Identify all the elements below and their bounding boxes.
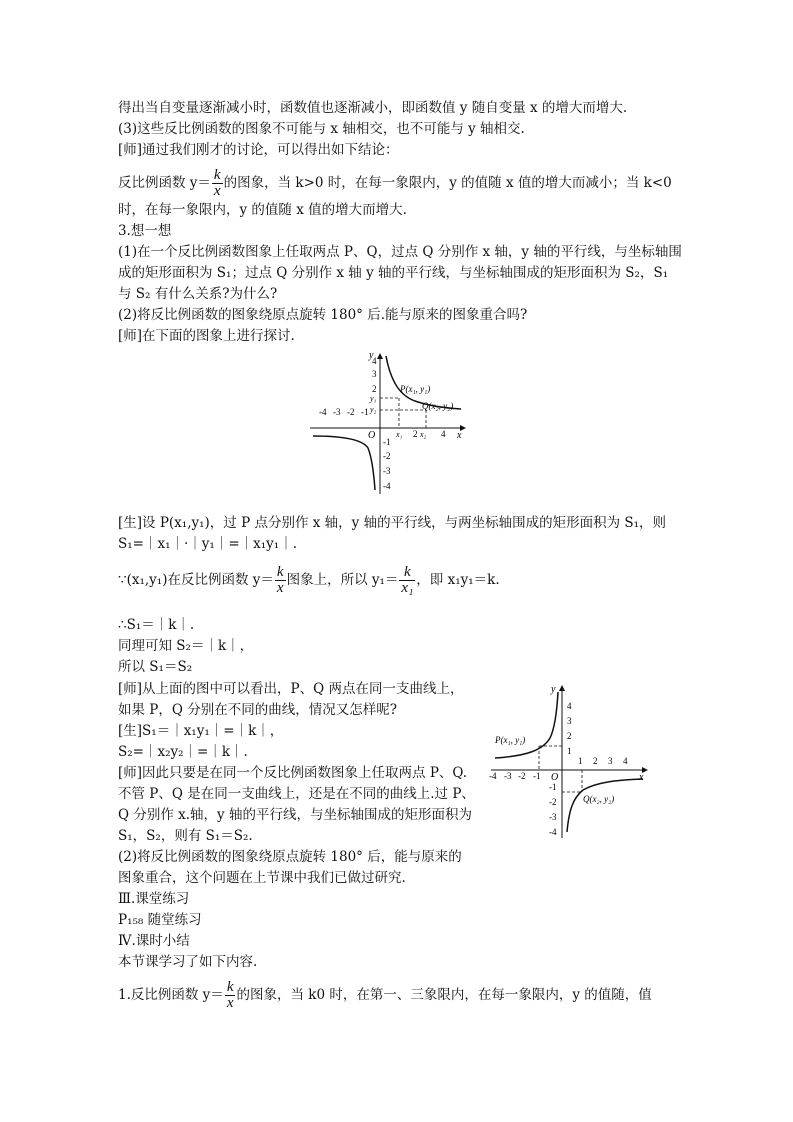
hyperbola-figure-2	[487, 680, 652, 840]
point-p-label: P(x₁, y₁)	[495, 735, 526, 745]
tick-label: -2	[518, 771, 526, 781]
text-line: (2)将反比例函数的图象绕原点旋转 180° 后，能与原来的	[118, 849, 462, 865]
text-line: [师]因此只要是在同一个反比例函数图象上任取两点 P、Q.	[118, 765, 468, 781]
text-segment: ，即 x₁y₁＝k.	[416, 572, 500, 588]
fraction-k-over-x	[212, 168, 223, 199]
text-segment: 的图象，当 k>0 时，在每一象限内，y 的值随 x 值的增大而减小；当 k<0	[223, 175, 672, 191]
tick-label: -1	[533, 771, 541, 781]
text-segment: 图象上，所以 y₁＝	[286, 572, 399, 588]
tick-label: 3	[567, 716, 572, 726]
tick-label: 4	[441, 429, 446, 439]
text-line: Q 分别作 x.轴，y 轴的平行线，与坐标轴围成的矩形面积为	[118, 807, 472, 823]
point-label-y1: y₁	[370, 394, 377, 403]
fraction-denominator: x₁	[401, 580, 414, 596]
hyperbola-branch-2	[495, 692, 558, 758]
y-axis-label: y	[551, 684, 556, 695]
text-line: [师]在下面的图象上进行探讨.	[118, 328, 295, 344]
text-line: 与 S₂ 有什么关系?为什么?	[118, 286, 278, 302]
text-segment: 反比例函数 y＝	[118, 175, 211, 191]
fraction-denominator: x	[276, 580, 284, 596]
origin-label: O	[368, 430, 376, 441]
text-line: 本节课学习了如下内容.	[118, 954, 258, 970]
tick-label: 2	[567, 731, 572, 741]
text-line: P₁₅₈ 随堂练习	[118, 912, 202, 928]
point-q-label: Q(x₂, y₂)	[583, 794, 615, 804]
tick-label: -3	[504, 771, 512, 781]
x-axis-label: x	[457, 430, 462, 441]
point-q-label: Q(x₂, y₂)	[422, 401, 454, 411]
x-axis-label: x	[639, 772, 644, 783]
text-line: 得出当自变量逐渐减小时，函数值也逐渐减小，即函数值 y 随自变量 x 的增大而增大.	[118, 100, 628, 116]
origin-label: O	[551, 772, 559, 783]
tick-label: -3	[333, 407, 341, 417]
tick-label: 4	[623, 756, 628, 766]
tick-label: -1	[383, 437, 391, 447]
conclusion-line	[118, 168, 672, 199]
text-line: [生]S₁＝｜x₁y₁｜=｜k｜，	[118, 723, 284, 739]
text-segment: ∵(x₁,y₁)在反比例函数 y＝	[118, 572, 274, 588]
text-segment: 1.反比例函数 y＝	[118, 987, 224, 1003]
tick-label: -3	[549, 812, 557, 822]
fraction-denominator: x	[213, 183, 221, 199]
text-segment: 的图象，当 k0 时，在第一、三象限内，在每一象限内，y 的值随，值	[236, 987, 652, 1003]
tick-label: -4	[319, 407, 327, 417]
text-line: S₁=｜x₁｜·｜y₁｜=｜x₁y₁｜.	[118, 536, 297, 552]
point-label-x1: x₁	[396, 430, 403, 439]
tick-label: -3	[383, 466, 391, 476]
tick-label: 3	[372, 369, 377, 379]
section-heading: Ⅲ.课堂练习	[118, 891, 190, 907]
hyperbola-figure-1	[305, 348, 485, 498]
tick-label: -1	[549, 782, 557, 792]
tick-label: 1	[578, 756, 583, 766]
hyperbola-branch-2	[313, 436, 375, 490]
fraction-denominator: x	[226, 995, 234, 1011]
fraction-numerator: k	[213, 167, 221, 183]
text-line: (1)在一个反比例函数图象上任取两点 P、Q，过点 Q 分别作 x 轴，y 轴的平行线，与坐标轴围	[118, 244, 682, 260]
text-line: ∴S₁＝｜k｜.	[118, 617, 195, 633]
fraction-numerator: k	[226, 979, 234, 995]
fraction-k-over-x1	[399, 565, 415, 596]
text-line: 同理可知 S₂＝｜k｜，	[118, 638, 254, 654]
text-line: [师]通过我们刚才的讨论，可以得出如下结论：	[118, 142, 399, 158]
text-line: (3)这些反比例函数的图象不可能与 x 轴相交，也不可能与 y 轴相交.	[118, 121, 525, 137]
section-heading: 3.想一想	[118, 223, 172, 239]
text-line: [师]从上面的图中可以看出，P、Q 两点在同一支曲线上，	[118, 681, 464, 697]
section-heading: Ⅳ.课时小结	[118, 933, 190, 949]
text-line: 不管 P、Q 是在同一支曲线上，还是在不同的曲线上.过 P、	[118, 786, 475, 802]
text-line: (2)将反比例函数的图象绕原点旋转 180° 后.能与原来的图象重合吗?	[118, 307, 528, 323]
fraction-k-over-x	[225, 980, 236, 1011]
tick-label: -4	[489, 771, 497, 781]
tick-label: 1	[567, 746, 572, 756]
hyperbola-branch-4	[567, 779, 643, 832]
fraction-numerator: k	[276, 564, 284, 580]
tick-label: -2	[347, 407, 355, 417]
tick-label: -4	[383, 481, 391, 491]
tick-label: -1	[361, 407, 369, 417]
point-p-label: P(x₁, y₁)	[400, 384, 431, 394]
fraction-k-over-x	[275, 565, 286, 596]
y-axis-label: y	[369, 350, 374, 361]
point-label-y2: y₂	[370, 405, 377, 414]
point-label-x2: x₂	[420, 430, 427, 439]
text-line: 所以 S₁＝S₂	[118, 659, 193, 675]
tick-label: 4	[567, 701, 572, 711]
derivation-line	[118, 565, 500, 596]
text-line: 成的矩形面积为 S₁；过点 Q 分别作 x 轴 y 轴的平行线，与坐标轴围成的矩形面积为 S₂，S₁	[118, 265, 669, 281]
tick-label: -2	[549, 797, 557, 807]
text-line: [生]设 P(x₁,y₁)，过 P 点分别作 x 轴，y 轴的平行线，与两坐标轴围成的矩形面积为 S₁，则	[118, 515, 667, 531]
tick-label: 2	[593, 756, 598, 766]
text-line: 如果 P，Q 分别在不同的曲线，情况又怎样呢?	[118, 702, 397, 718]
text-line: 图象重合，这个问题在上节课中我们已做过研究.	[118, 870, 406, 886]
text-line: 时，在每一象限内，y 的值随 x 值的增大而增大.	[118, 202, 407, 218]
tick-label: 2	[372, 384, 377, 394]
tick-label: -4	[549, 827, 557, 837]
tick-label: 2	[413, 429, 418, 439]
text-line: S₁，S₂，则有 S₁＝S₂.	[118, 828, 253, 844]
tick-label: -2	[383, 451, 391, 461]
summary-line	[118, 980, 652, 1011]
fraction-numerator: k	[399, 565, 415, 581]
tick-label: 3	[608, 756, 613, 766]
tick-label: 4	[372, 356, 377, 366]
text-line: S₂=｜x₂y₂｜=｜k｜.	[118, 744, 248, 760]
